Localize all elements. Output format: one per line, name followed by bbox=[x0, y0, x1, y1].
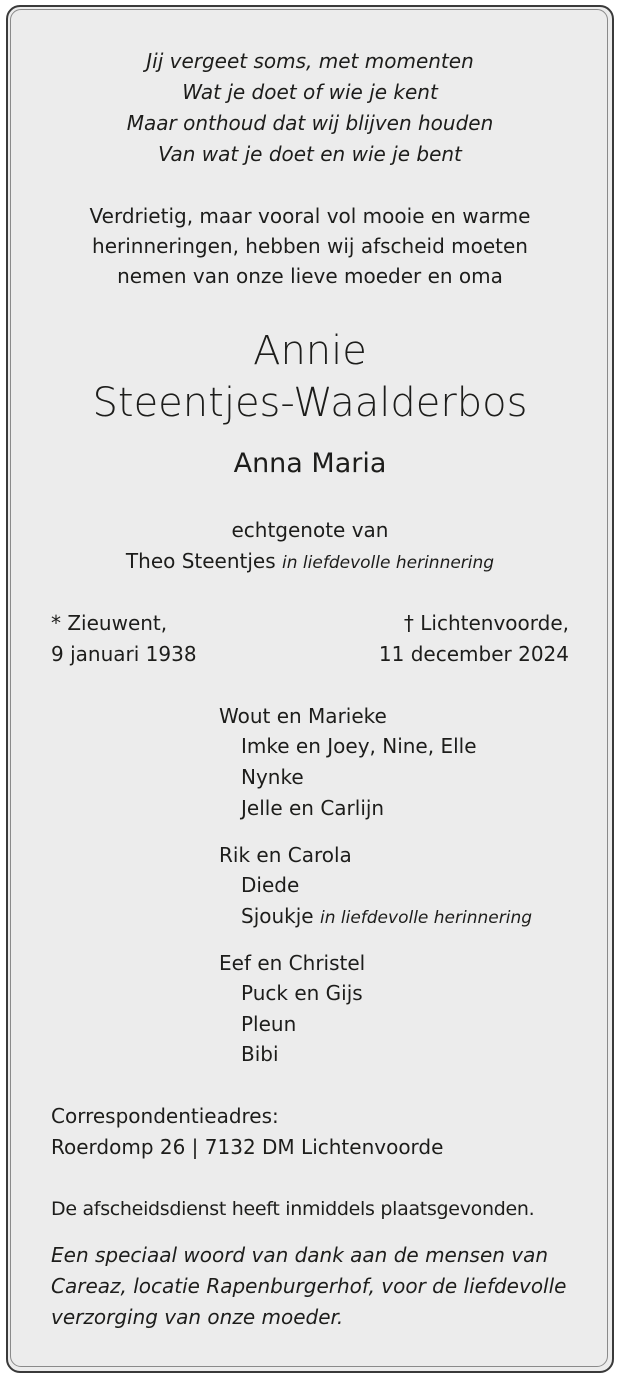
family-child: Imke en Joey, Nine, Elle bbox=[241, 734, 477, 758]
family-child-memorial-note: in liefdevolle herinnering bbox=[319, 908, 533, 928]
family-child: Bibi bbox=[241, 1042, 279, 1066]
poem-line-2: Wat je doet of wie je kent bbox=[182, 80, 438, 104]
spouse-relation: echtgenote van bbox=[231, 518, 389, 542]
poem-line-3: Maar onthoud dat wij blijven houden bbox=[126, 111, 494, 135]
intro-line-1: Verdrietig, maar vooral vol mooie en warme bbox=[89, 204, 531, 228]
family-child: Pleun bbox=[241, 1012, 297, 1036]
birth-date: 9 januari 1938 bbox=[51, 642, 197, 666]
poem-line-1: Jij vergeet soms, met momenten bbox=[146, 49, 474, 73]
family-parents-1: Wout en Marieke bbox=[219, 704, 387, 728]
family-child: Nynke bbox=[241, 765, 304, 789]
intro-line-3: nemen van onze lieve moeder en oma bbox=[117, 264, 503, 288]
family-child: Puck en Gijs bbox=[241, 981, 363, 1005]
deceased-first-name: Annie bbox=[253, 328, 367, 374]
thanks-line-3: verzorging van onze moeder. bbox=[51, 1305, 344, 1329]
death-place: † Lichtenvoorde, bbox=[403, 611, 569, 635]
correspondence-address: Roerdomp 26 | 7132 DM Lichtenvoorde bbox=[51, 1135, 444, 1159]
death-date: 11 december 2024 bbox=[378, 642, 569, 666]
thanks-line-2: Careaz, locatie Rapenburgerhof, voor de liefdevolle bbox=[51, 1274, 567, 1298]
correspondence-label: Correspondentieadres: bbox=[51, 1104, 279, 1128]
birth-place: * Zieuwent, bbox=[51, 611, 168, 635]
deceased-surname: Steentjes-Waalderbos bbox=[92, 380, 528, 426]
spouse-line bbox=[0, 546, 620, 578]
family-child-memorial bbox=[241, 901, 532, 933]
spouse-memorial-note: in liefdevolle herinnering bbox=[282, 553, 495, 573]
family-parents-2: Rik en Carola bbox=[219, 843, 352, 867]
thanks-line-1: Een speciaal woord van dank aan de mensen van bbox=[51, 1243, 549, 1267]
intro-line-2: herinneringen, hebben wij afscheid moeten bbox=[92, 234, 528, 258]
family-child-name: Sjoukje bbox=[241, 904, 314, 928]
family-child: Diede bbox=[241, 873, 300, 897]
poem-line-4: Van wat je doet en wie je bent bbox=[158, 142, 462, 166]
spouse-name: Theo Steentjes bbox=[125, 549, 276, 573]
deceased-given-names: Anna Maria bbox=[233, 448, 387, 479]
family-child: Jelle en Carlijn bbox=[241, 796, 385, 820]
family-parents-3: Eef en Christel bbox=[219, 951, 366, 975]
service-note: De afscheidsdienst heeft inmiddels plaatsgevonden. bbox=[51, 1198, 535, 1220]
